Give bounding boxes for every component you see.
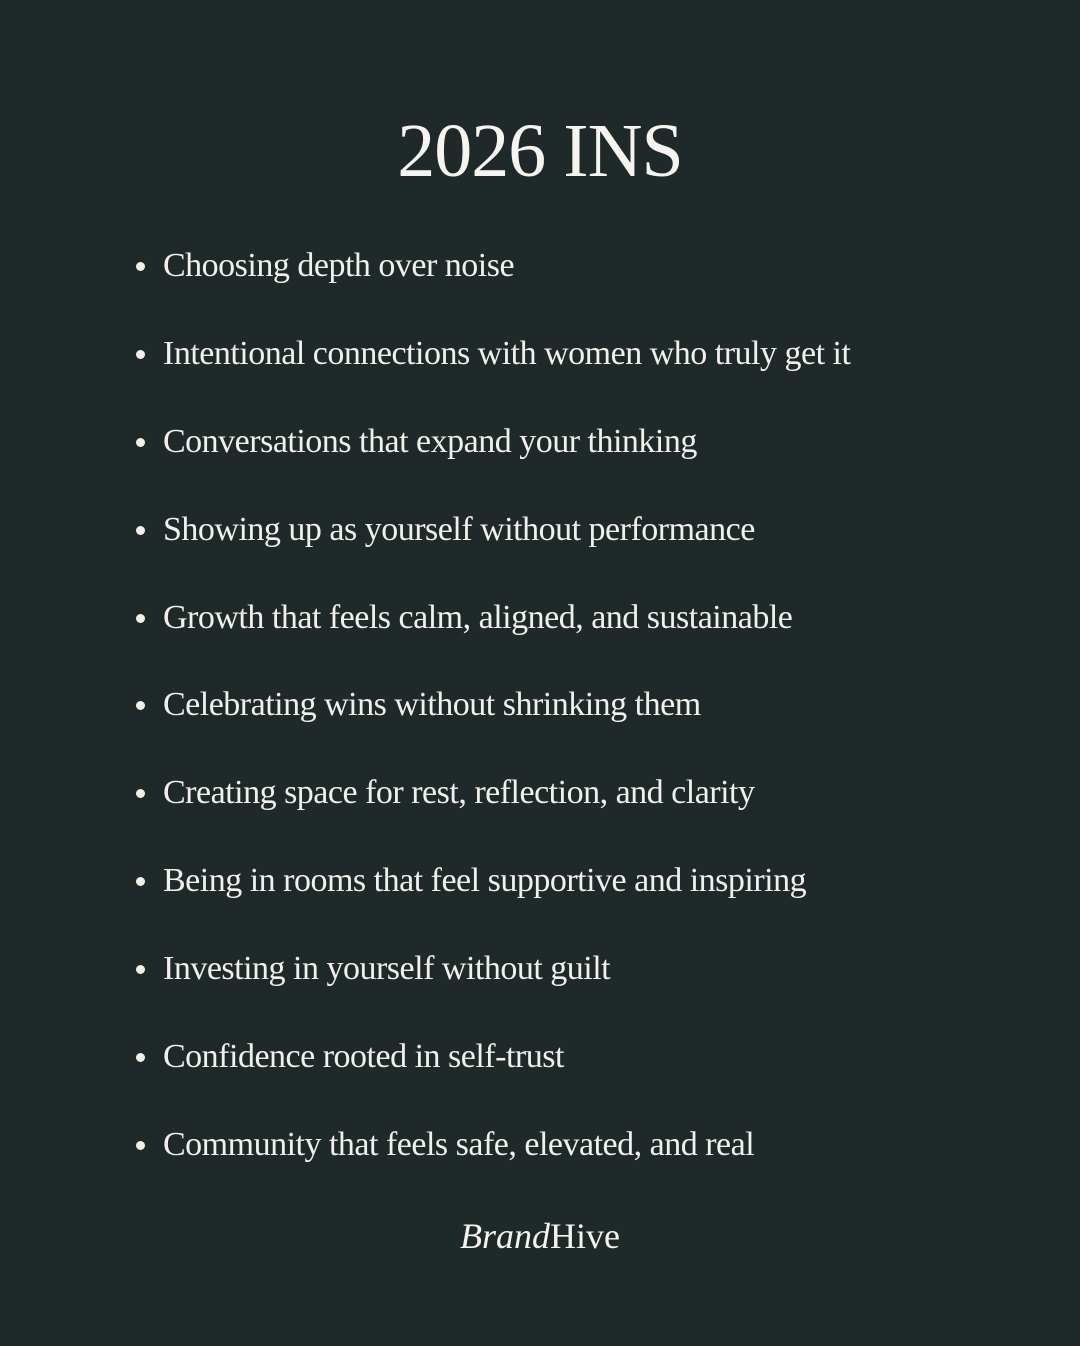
- bullet-icon: [136, 1053, 145, 1062]
- brand-logo: [0, 1212, 1080, 1260]
- list-item-text: Showing up as yourself without performance: [163, 510, 755, 548]
- list-item: [136, 1031, 996, 1119]
- bullet-icon: [136, 789, 145, 798]
- list-item: [136, 943, 996, 1031]
- list-item: [136, 679, 996, 767]
- list-item-text: Intentional connections with women who truly get it: [163, 334, 851, 372]
- list-item-text: Creating space for rest, reflection, and clarity: [163, 774, 755, 812]
- list-item-text: Choosing depth over noise: [163, 247, 515, 284]
- bullet-icon: [136, 262, 145, 271]
- list-item: [136, 855, 996, 943]
- bullet-icon: [136, 701, 145, 710]
- list-item-text: Investing in yourself without guilt: [163, 950, 611, 988]
- bullet-icon: [136, 1141, 145, 1150]
- list-item-text: Being in rooms that feel supportive and inspiring: [163, 862, 807, 900]
- list-item: [136, 767, 996, 855]
- list-item: [136, 504, 996, 592]
- bullet-icon: [136, 526, 145, 535]
- ins-list: [136, 240, 996, 1207]
- page-title: 2026 INS: [397, 109, 683, 193]
- list-item: [136, 416, 996, 504]
- brand-logo-part-hive: Hive: [550, 1216, 620, 1256]
- bullet-icon: [136, 350, 145, 359]
- brand-logo-part-brand: Brand: [460, 1216, 550, 1256]
- list-item: [136, 240, 996, 328]
- list-item: [136, 328, 996, 416]
- list-item: [136, 1119, 996, 1207]
- bullet-icon: [136, 965, 145, 974]
- list-item-text: Celebrating wins without shrinking them: [163, 686, 701, 724]
- list-item: [136, 592, 996, 680]
- list-item-text: Conversations that expand your thinking: [163, 422, 697, 460]
- bullet-icon: [136, 877, 145, 886]
- list-item-text: Growth that feels calm, aligned, and sustainable: [163, 598, 793, 636]
- list-item-text: Community that feels safe, elevated, and real: [163, 1125, 755, 1163]
- bullet-icon: [136, 438, 145, 447]
- list-item-text: Confidence rooted in self-trust: [163, 1038, 564, 1076]
- bullet-icon: [136, 614, 145, 623]
